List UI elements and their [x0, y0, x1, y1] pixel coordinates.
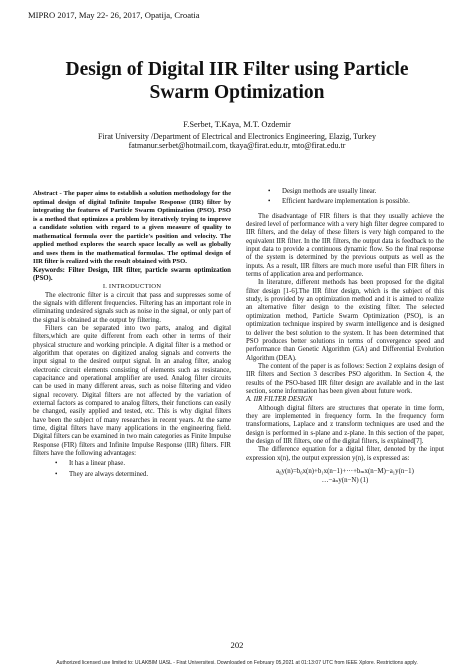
title-line-2: Swarm Optimization [149, 82, 325, 103]
equation-line-1: a₀y(n)=b₀x(n)+b₁x(n−1)+···+bₘx(n−M)−a₁y(n−1) [276, 468, 414, 475]
list-item: • Efficient hardware implementation is possible. [268, 198, 410, 206]
conference-header: MIPRO 2017, May 22- 26, 2017, Opatija, Croatia [28, 10, 200, 20]
bullet-icon: • [55, 460, 58, 468]
affiliation: Firat University /Department of Electrical and Electronics Engineering, Elazig, Turkey [98, 131, 376, 141]
author-names: F.Serbet, T.Kaya, M.T. Ozdemir [183, 120, 291, 129]
intro-paragraph-1: The electronic filter is a circuit that pass and suppresses some of the signals with different frequencies. Filtering has an important role in eliminating undesired signals such as noise in the signal, or only part of the signal is obtained at the output by filtering. [33, 291, 231, 324]
license-footer: Authorized licensed use limited to: ULAKBIM UASL - Firat Universitesi. Downloaded on February 05,2021 at 01:13:07 UTC from IEEE Xplore. Restrictions apply. [56, 660, 418, 666]
fir-advantages-list [33, 460, 231, 479]
title-line-1: Design of Digital IIR Filter using Particle [65, 59, 409, 80]
bullet-icon: • [55, 470, 58, 478]
equation-1 [246, 467, 444, 485]
fir-advantages-list-continued [246, 188, 444, 207]
subsection-heading-iir-design: A. IIR FILTER DESIGN [246, 396, 313, 404]
author-emails: fatmanur.serbet@hotmail.com, tkaya@firat.edu.tr, mto@firat.edu.tr [128, 141, 346, 151]
list-item: • It has a linear phase. [55, 460, 126, 468]
page-number: 202 [230, 640, 244, 650]
left-column [33, 190, 231, 483]
author-block [20, 120, 454, 151]
paper-title [20, 58, 454, 104]
paragraph-fir-disadvantage: The disadvantage of FIR filters is that they usually achieve the desired level of performance with a very high filter degree compared to IIR filters, and the delay of these filters is very high compared to the equivalent IIR filter. In the IIR filters, the output data is feedback to the input data to provide a continuous dynamic flow. So the final response of the system is determined by the previous outputs as well as the inputs. As a result, IIR filters are much more useful than FIR filters in terms of application area and performance. [246, 212, 444, 279]
bullet-icon: • [268, 198, 271, 206]
section-heading-introduction: I. INTRODUCTION [102, 283, 162, 291]
paragraph-difference-equation: The difference equation for a digital filter, denoted by the input expression x(n), the output expression y(n), is expressed as: [246, 446, 444, 462]
list-item: • They are always determined. [55, 470, 149, 478]
paragraph-content: The content of the paper is as follows: Section 2 explains design of IIR filters and Section 3 describes PSO algorithm. In Section 4, the results of the PSO-based IIR filter design are available and in the last section, some information has been given about future work. [246, 362, 444, 395]
list-item: • Design methods are usually linear. [268, 188, 377, 195]
keywords: Keywords: Filter Design, IIR filter, particle swarm optimization (PSO). [33, 266, 231, 282]
abstract: Abstract - The paper aims to establish a solution methodology for the optimal design of digital Infinite Impulse Response (IIR) filter by integrating the features of Particle Swarm Optimization (PSO). PSO is a method that optimizes a problem by iteratively trying to improve a candidate solution with regard to a given measure of quality to mathematical formula over the particle's position and velocity. The applied method explores the search space locally as well as globally and uses them in the mathematical formulas. The optimal design of IIR filter is realized with the result obtained with PSO. [33, 190, 231, 265]
equation-line-2: …−aₙy(n−N) (1) [321, 477, 369, 484]
bullet-icon: • [268, 188, 271, 195]
paragraph-iir-design: Although digital filters are structures that operate in time form, they are implemented in frequency form. In the frequency form transformations, Laplace and z transform techniques are used and the design is performed in s-plane and z-plane. In this section of the paper, the design of IIR filters, one of the digital filters, is explained[7]. [246, 404, 444, 445]
paragraph-literature: In literature, different methods has been proposed for the digital filter design [1-6].The IIR filter design, which is the subject of this study, is provided by an optimization method and it is aimed to realize an alternative filter design to the existing filter. The selected optimization method, Particle Swarm Optimization (PSO), is an optimization technique inspired by swarm intelligence and is designed to deliver the best solution to the system. It has been determined that PSO produces better solutions in terms of convergence speed and performance than Genetic Algorithm (GA) and Differential Evolution Algorithm (DEA). [246, 279, 444, 362]
intro-paragraph-2: Filters can be separated into two parts, analog and digital filters,which are quite different from each other in terms of their physical structure and working principle. A digital filter is a method or algorithm that operates on digitized analog signals and converts the input signal to the desired output signal. In an analog filter, analog electronic circuit elements consisting of elements such as resistance, capacitance and operational amplifier are used. Analog filter circuits can be used in many different areas, such as noise filtering and video signal recovery. Digital filters are not affected by the variation of external factors as compared to analog filters, their functions can easily be changed, easily applied and tested, etc. This is why digital filters have been the subject of many researches in recent years. At the same time, digital filters have many applications in the engineering field. Digital filters can be examined in two main categories as Finite Impulse Response (FIR) filters and Infinite Impulse Response (IIR) filters. FIR filters have the following advantages: [33, 324, 231, 458]
right-column [246, 186, 444, 485]
